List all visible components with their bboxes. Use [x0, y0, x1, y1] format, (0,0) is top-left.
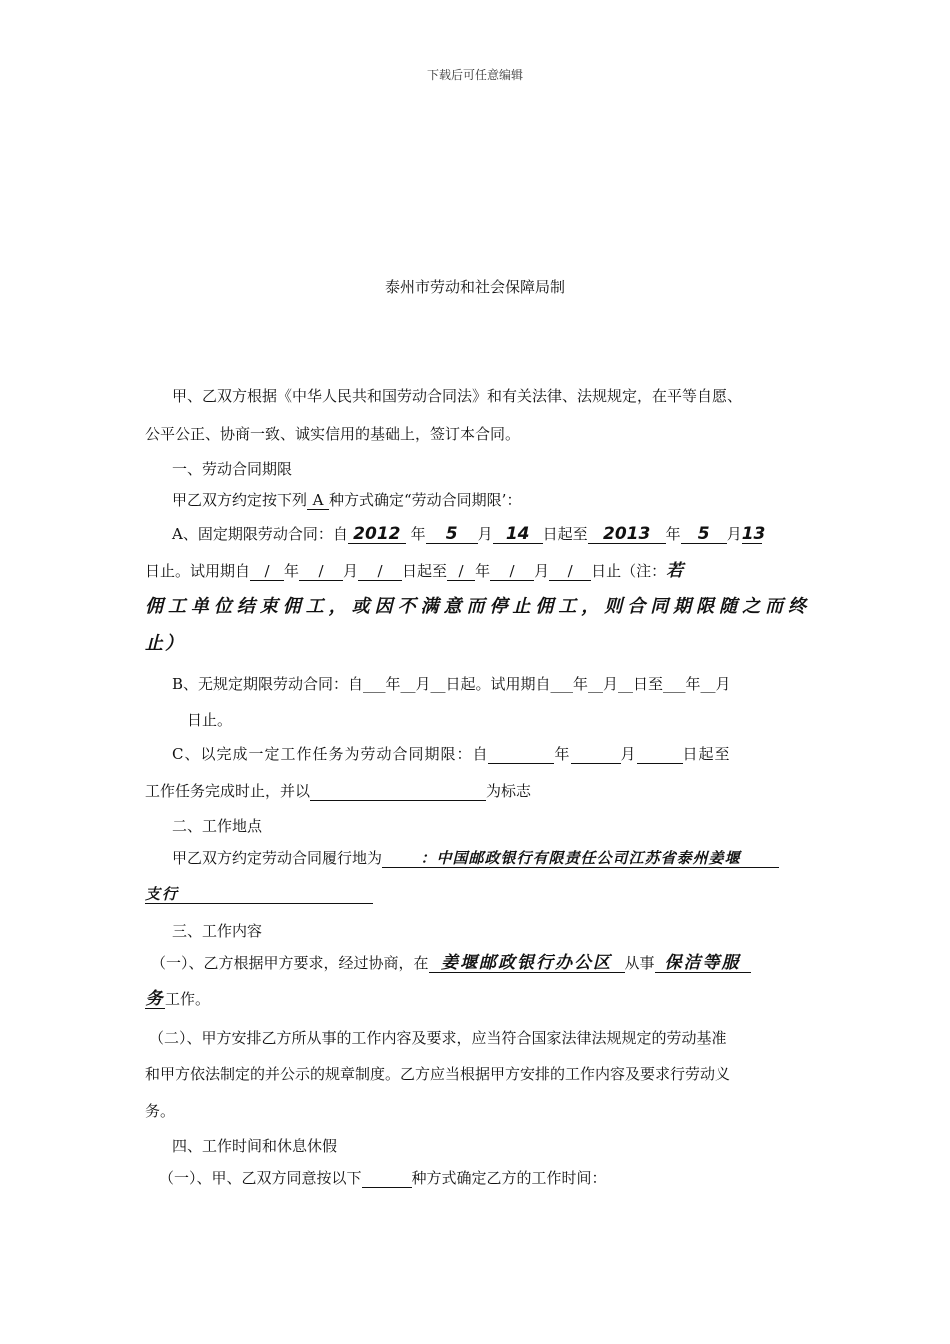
engage-label: 从事 [624, 954, 655, 972]
term-choice-value[interactable]: A [307, 491, 329, 510]
worktime-label: （一）、甲、乙双方同意按以下 [159, 1169, 362, 1187]
trial-start-year-field[interactable]: / [250, 562, 284, 581]
job-type-field-continued[interactable]: 务 [145, 989, 165, 1009]
term-choice-post: 种方式确定“劳动合同期限’： [329, 491, 522, 509]
start-year-field[interactable]: 2012 [348, 525, 406, 544]
to-label: 日起至 [402, 562, 448, 580]
intro-line-1: 甲、乙双方根据《中华人民共和国劳动合同法》和有关法律、法规规定，在平等自愿、 [172, 387, 743, 405]
section-2-title: 二、工作地点 [172, 817, 263, 835]
end-month-field[interactable]: 5 [681, 525, 727, 544]
end-year-field[interactable]: 2013 [588, 525, 666, 544]
year-label: 年 [665, 525, 681, 543]
trial-end-day-field[interactable]: / [549, 562, 591, 581]
task-marker-label: 工作任务完成时止，并以 [145, 782, 311, 800]
fixed-term-line [145, 524, 834, 544]
year-label: 年 [554, 745, 571, 763]
issuer-line: 泰州市劳动和社会保障局制 [384, 278, 565, 296]
term-choice-line [145, 490, 834, 510]
note-label: 日止（注： [591, 562, 667, 580]
from-label: 日起至 [542, 525, 588, 543]
month-label: 月 [620, 745, 637, 763]
job-location-field[interactable]: 姜堰邮政银行办公区 [429, 954, 625, 973]
page-header: 下载后可任意编辑 [426, 68, 523, 82]
month-label: 月 [343, 562, 359, 580]
intro-line-2: 公平公正、协商一致、诚实信用的基础上，签订本合同。 [145, 425, 521, 443]
task-start-month-field[interactable] [571, 763, 621, 764]
task-start-day-field[interactable] [637, 763, 683, 764]
end-day-field[interactable]: 13 [741, 524, 766, 544]
requirements-line-3: 务。 [145, 1102, 176, 1120]
worktime-option-field[interactable] [362, 1187, 412, 1188]
trial-start-day-field[interactable]: / [358, 562, 402, 581]
workplace-field[interactable]: ：中国邮政银行有限责任公司江苏省泰州姜堰 [382, 849, 779, 868]
job-line-2 [145, 989, 807, 1009]
workplace-field-continued[interactable]: 支行 [145, 885, 373, 904]
section-1-title: 一、劳动合同期限 [172, 460, 293, 478]
year-label: 年 [410, 525, 426, 543]
worktime-line [145, 1168, 821, 1188]
job-line [145, 953, 813, 973]
task-term-line [145, 744, 834, 764]
trial-end-month-field[interactable]: / [490, 562, 534, 581]
trial-label: 日止。试用期自 [145, 562, 251, 580]
start-month-field[interactable]: 5 [426, 525, 478, 544]
open-term-line-2: 日止。 [187, 711, 233, 729]
task-start-year-field[interactable] [488, 763, 554, 764]
job-intro: （一）、乙方根据甲方要求，经过协商，在 [151, 954, 429, 972]
month-label: 月 [477, 525, 493, 543]
workplace-line-2 [145, 884, 807, 904]
handwritten-note-start: 若 [666, 561, 686, 581]
handwritten-note-line-3: 止） [145, 633, 185, 654]
from-label: 日起至 [682, 745, 731, 763]
handwritten-note-line-2: 佣工单位结束佣工，或因不满意而停止佣工，则合同期限随之而终 [145, 596, 807, 617]
section-4-title: 四、工作时间和休息休假 [172, 1137, 338, 1155]
task-term-label: C、以完成一定工作任务为劳动合同期限：自 [172, 745, 489, 763]
workplace-line [145, 848, 834, 868]
trial-start-month-field[interactable]: / [299, 562, 343, 581]
trial-end-year-field[interactable]: / [447, 562, 475, 581]
month-label: 月 [726, 525, 742, 543]
task-marker-field[interactable] [310, 800, 486, 801]
marker-suffix: 为标志 [486, 782, 532, 800]
task-term-line-2 [145, 781, 807, 801]
job-suffix: 工作。 [165, 990, 211, 1008]
requirements-line-2: 和甲方依法制定的并公示的规章制度。乙方应当根据甲方安排的工作内容及要求行劳动义 [145, 1065, 731, 1083]
worktime-suffix: 种方式确定乙方的工作时间： [411, 1169, 607, 1187]
month-label: 月 [534, 562, 550, 580]
workplace-label: 甲乙双方约定劳动合同履行地为 [172, 849, 383, 867]
year-label: 年 [284, 562, 300, 580]
trial-period-line [145, 561, 807, 581]
start-day-field[interactable]: 14 [493, 525, 543, 544]
term-choice-pre: 甲乙双方约定按下列 [172, 491, 308, 509]
open-term-line: B、无规定期限劳动合同：自___年__月__日起。试用期自___年__月__日至___年__月 [172, 675, 731, 693]
fixed-term-label: A、固定期限劳动合同：自 [172, 525, 348, 543]
requirements-line-1: （二）、甲方安排乙方所从事的工作内容及要求，应当符合国家法律法规规定的劳动基准 [149, 1029, 727, 1047]
job-type-field[interactable]: 保洁等服 [655, 954, 751, 973]
section-3-title: 三、工作内容 [172, 922, 263, 940]
year-label: 年 [475, 562, 491, 580]
